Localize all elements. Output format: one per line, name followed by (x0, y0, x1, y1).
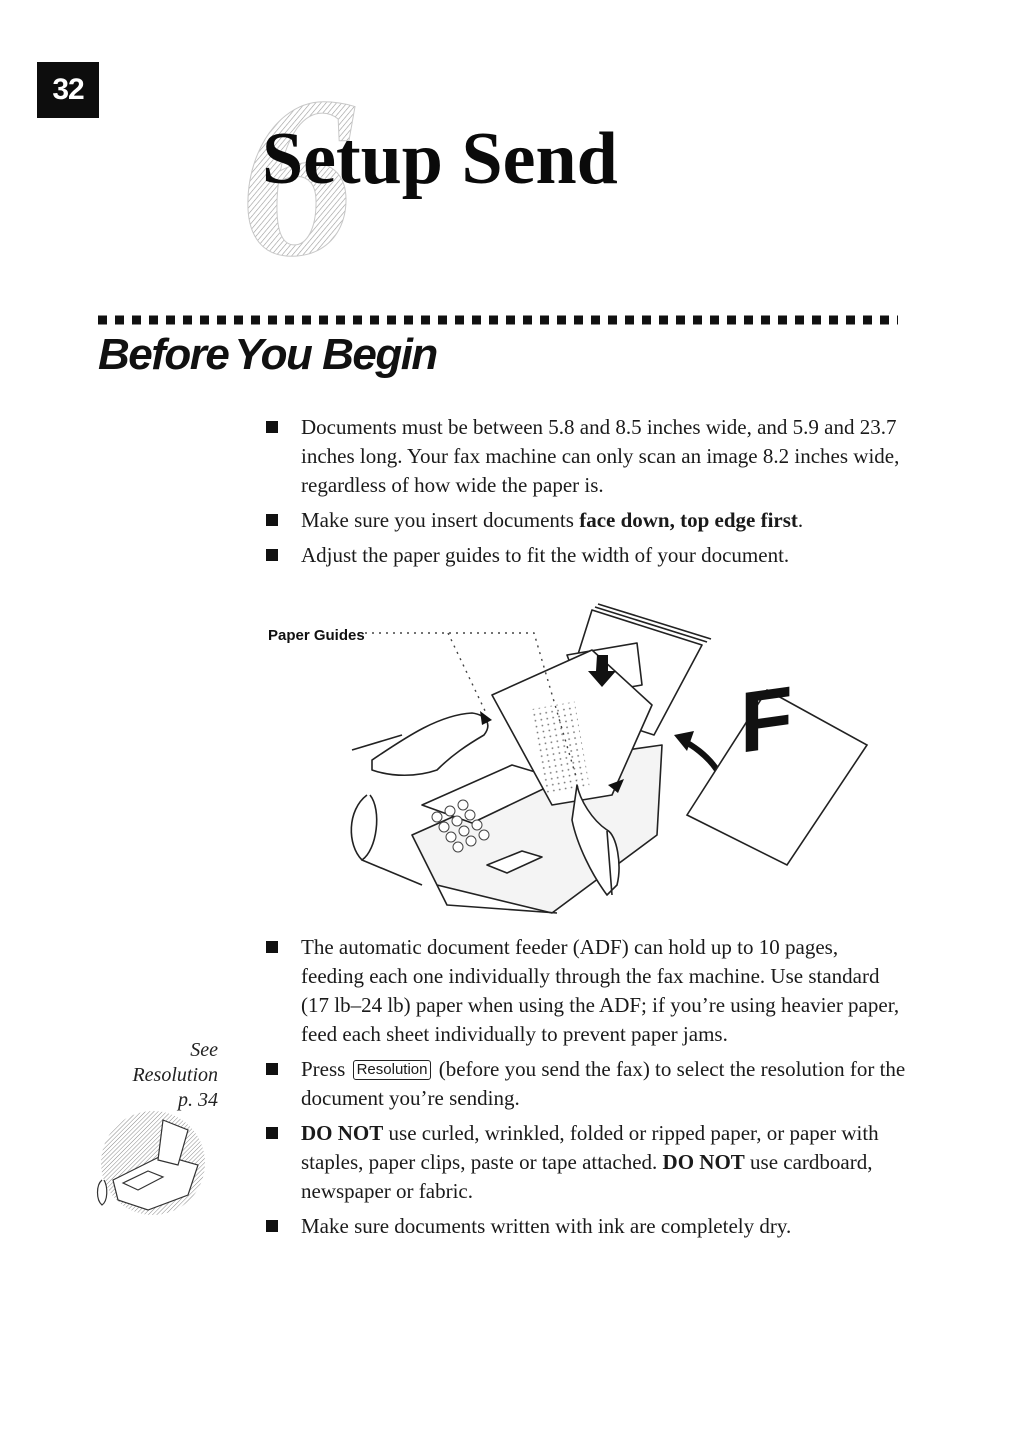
bullet-square-icon (266, 1063, 278, 1075)
dotted-rule (98, 315, 898, 325)
section-heading-word2: You Begin (234, 330, 437, 379)
page-number-badge: 32 (37, 62, 99, 118)
margin-note-line: See (190, 1039, 218, 1061)
bullet-square-icon (266, 514, 278, 526)
left-hand (372, 713, 488, 775)
section-heading (98, 330, 437, 381)
resolution-key: Resolution (353, 1060, 432, 1080)
margin-note-line: Resolution (132, 1064, 218, 1086)
list-item: Make sure documents written with ink are completely dry. (266, 1212, 906, 1241)
list-item: Adjust the paper guides to fit the width of your document. (266, 541, 906, 570)
handset-cord (351, 795, 376, 860)
list-item: Make sure you insert documents face down, top edge first. (266, 506, 906, 535)
chapter-numeral: 6 (240, 58, 355, 263)
list-item: DO NOT use curled, wrinkled, folded or ripped paper, or paper with staples, paper clips, paste or tape attached. DO NOT use cardboard, newspaper or fabric. (266, 1119, 906, 1206)
bullet-square-icon (266, 1220, 278, 1232)
document-letter: F (740, 668, 793, 772)
emphasis-text: face down, top edge first (579, 508, 798, 532)
bullet-square-icon (266, 1127, 278, 1139)
margin-cross-reference (110, 1038, 218, 1113)
intro-bullet-list (266, 413, 906, 576)
bullet-square-icon (266, 421, 278, 433)
bullet-square-icon (266, 941, 278, 953)
emphasis-text: DO NOT (301, 1121, 384, 1145)
bullet-square-icon (266, 549, 278, 561)
fax-thumbnail-icon (88, 1105, 213, 1217)
detail-bullet-list (266, 933, 906, 1247)
section-heading-word1: Before (98, 330, 229, 379)
list-item: Press Resolution (before you send the fax) to select the resolution for the document you’re sending. (266, 1055, 906, 1113)
margin-note-line: p. 34 (178, 1089, 218, 1111)
chapter-title: Setup Send (262, 118, 618, 200)
emphasis-text: DO NOT (662, 1150, 745, 1174)
paper-guides-label: Paper Guides (268, 627, 365, 644)
list-item: Documents must be between 5.8 and 8.5 inches wide, and 5.9 and 23.7 inches long. Your fax machine can only scan an image 8.2 inches wide, regardless of how wide the paper is. (266, 413, 906, 500)
list-item: The automatic document feeder (ADF) can hold up to 10 pages, feeding each one individually through the fax machine. Use standard (17 lb–24 lb) paper when using the ADF; if you’re using heavier paper, feed each sheet individually to prevent paper jams. (266, 933, 906, 1049)
